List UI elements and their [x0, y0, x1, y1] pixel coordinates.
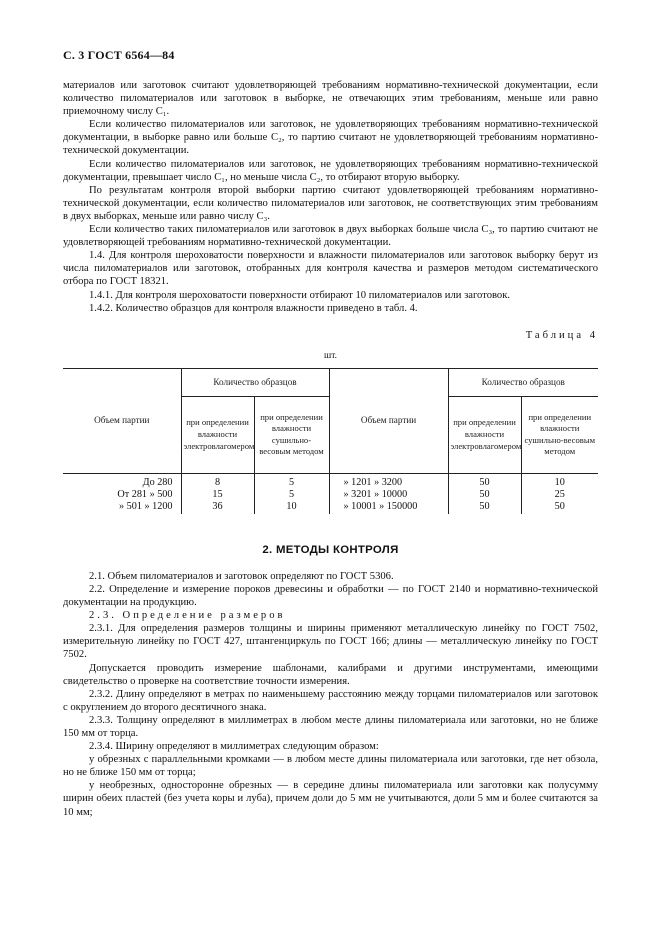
table-row — [63, 489, 598, 501]
cell-volume: До 280 — [142, 476, 173, 488]
cell-electro: 8 — [181, 473, 254, 489]
cell-drying: 5 — [254, 473, 329, 489]
cell-volume: » 10001 » 150000 — [329, 501, 448, 513]
cell-drying: 50 — [521, 501, 598, 513]
cell-drying: 10 — [254, 501, 329, 513]
table-unit: шт. — [324, 350, 337, 361]
paragraph: 2.3.4. Ширину определяют в миллиметрах следующим образом: — [89, 741, 379, 753]
paragraph: Если количество пиломатериалов или заготовок, не удовлетворяющих требованиям нормативно-технической документации, в выборке равно или больше C₂, то партию считают не удовлетворяющей требованиям нормативно-технической документации. — [63, 119, 598, 157]
paragraph: 1.4. Для контроля шероховатости поверхности и влажности пиломатериалов или заготовок выборку берут из числа пиломатериалов или заготовок, отобранных для контроля качества и размеров методом систематического отбора по ГОСТ 18321. — [63, 250, 598, 288]
paragraph: у обрезных с параллельными кромками — в любом месте длины пиломатериала или заготовки, где нет обзола, но не ближе 150 мм от торца; — [63, 754, 598, 779]
paragraph: 2.3.3. Толщину определяют в миллиметрах в любом месте длины пиломатериала или заготовки, но не ближе 150 мм от торца. — [63, 714, 598, 739]
paragraph: материалов или заготовок считают удовлетворяющей требованиям нормативно-технической документации, если количество пиломатериалов или заготовок в выборке, не отвечающих этим требованиям, меньше или равно приемочному числу C₁. — [63, 80, 598, 118]
column-header-volume: Объем партии — [63, 368, 181, 473]
paragraph: Если количество пиломатериалов или заготовок, не удовлетворяющих требованиям нормативно-технической документации, превышает число C₁, но меньше числа C₂, то отбирают вторую выборку. — [63, 158, 598, 183]
paragraph: 2.2. Определение и измерение пороков древесины и обработки — по ГОСТ 2140 и нормативно-технической документации на продукцию. — [63, 583, 598, 609]
paragraph: у необрезных, односторонне обрезных — в середине длины пиломатериала или заготовки как полусумму ширин обеих пластей (без учета коры и луба), причем доли до 5 мм не учитываются, доли 5 мм и более считаются за 10 мм; — [63, 780, 598, 818]
paragraph: 2.1. Объем пиломатериалов и заготовок определяют по ГОСТ 5306. — [89, 570, 394, 582]
table-caption: Таблица 4 — [525, 329, 598, 341]
page-header: С. 3 ГОСТ 6564—84 — [63, 48, 175, 62]
column-header-volume: Объем партии — [329, 368, 448, 473]
cell-drying: 5 — [254, 489, 329, 501]
cell-drying: 10 — [521, 473, 598, 489]
paragraph: 2.3.1. Для определения размеров толщины и ширины применяют металлическую линейку по ГОСТ 7502, измерительную линейку по ГОСТ 427, штангенциркуль по ГОСТ 166; длины — металлическую линейку по ГОСТ 7502. — [63, 623, 598, 661]
cell-volume: » 3201 » 10000 — [329, 489, 448, 501]
cell-electro: 50 — [448, 501, 521, 513]
column-header-electro: при определении влажности электровлагомером — [448, 396, 521, 473]
cell-electro: 50 — [448, 473, 521, 489]
document-body — [63, 79, 598, 819]
column-header-samples: Количество образцов — [448, 368, 598, 396]
column-header-samples: Количество образцов — [181, 368, 329, 396]
table-row — [63, 501, 598, 513]
cell-drying: 25 — [521, 489, 598, 501]
column-header-electro: при определении влажности электровлагомером — [181, 396, 254, 473]
paragraph: 1.4.1. Для контроля шероховатости поверхности отбирают 10 пиломатериалов или заготовок. — [89, 289, 511, 301]
paragraph: 1.4.2. Количество образцов для контроля влажности приведено в табл. 4. — [89, 302, 418, 314]
column-header-drying: при определении влажности сушильно-весовым методом — [254, 396, 329, 473]
column-header-drying: при определении влажности сушильно-весовым методом — [521, 396, 598, 473]
table-row — [63, 473, 598, 489]
cell-electro: 36 — [181, 501, 254, 513]
cell-volume: От 281 » 500 — [117, 489, 173, 501]
paragraph: Если количество таких пиломатериалов или заготовок в двух выборках больше числа C₃, то партию считают не удовлетворяющей требованиям нормативно-технической документации. — [63, 224, 598, 249]
cell-volume: » 501 » 1200 — [119, 501, 173, 513]
samples-table — [63, 368, 598, 514]
cell-electro: 50 — [448, 489, 521, 501]
section-title: 2. МЕТОДЫ КОНТРОЛЯ — [262, 543, 399, 556]
cell-volume: » 1201 » 3200 — [329, 473, 448, 489]
paragraph: По результатам контроля второй выборки партию считают удовлетворяющей требованиям нормативно-технической документации, если количество пиломатериалов или заготовок, не соответствующих этим требованиям в двух выборках, меньше или равно числу C₃. — [63, 184, 598, 222]
paragraph: Допускается проводить измерение шаблонами, калибрами и другими инструментами, имеющими свидетельство о проверке на соответствие точности измерения. — [63, 662, 598, 687]
cell-electro: 15 — [181, 489, 254, 501]
paragraph: 2.3.2. Длину определяют в метрах по наименьшему расстоянию между торцами пиломатериалов или заготовок с округлением до второго десятичного знака. — [63, 688, 598, 713]
subsection-title: 2.3. Определение размеров — [89, 610, 286, 622]
